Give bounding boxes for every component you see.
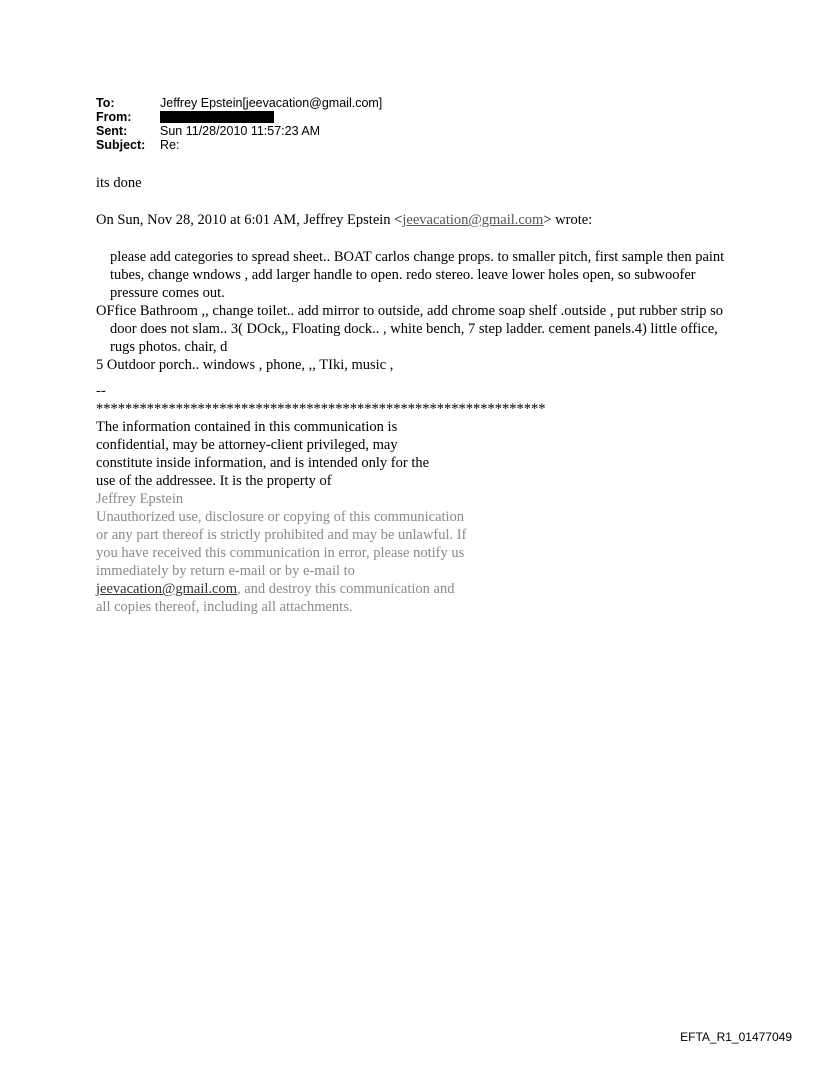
quote-email-link[interactable]: jeevacation@gmail.com [402, 212, 544, 228]
email-header [96, 96, 382, 152]
redaction-bar [160, 111, 274, 123]
document-id: EFTA_R1_01477049 [680, 1030, 792, 1044]
signature-name: Jeffrey Epstein [96, 491, 184, 507]
sent-label: Sent: [96, 124, 128, 138]
to-label: To: [96, 96, 115, 110]
to-row [96, 96, 382, 110]
body-paragraph-3: 5 Outdoor porch.. windows , phone, ,, TIki, music , [96, 357, 394, 373]
from-row [96, 110, 382, 124]
signature-stars: ************************************************************** [96, 401, 546, 417]
sent-row [96, 124, 382, 138]
subject-row [96, 138, 382, 152]
from-label: From: [96, 110, 132, 124]
signature-dashes: -- [96, 383, 106, 399]
quoted-body [96, 248, 736, 374]
disclaimer-text-1: Unauthorized use, disclosure or copying of this communication or any part thereof is strictly prohibited and may be unlawful. If you have received this communication in error, please notify us immediately by return e-mail or by e-mail to [96, 509, 467, 579]
disclaimer-text-2: , and destroy this communication and all copies thereof, including all attachments. [96, 581, 455, 615]
body-paragraph-2: OFfice Bathroom ,, change toilet.. add mirror to outside, add chrome soap shelf .outside , put rubber strip so door does not slam.. 3( DOck,, Floating dock.. , white bench, 7 step ladder. cement panels.4) little office, rugs photos. chair, d [96, 303, 723, 355]
to-value: Jeffrey Epstein[jeevacation@gmail.com] [160, 96, 383, 110]
confidentiality-notice: The information contained in this communication is confidential, may be attorney-client privileged, may constitute inside information, and is intended only for the use of the addressee. It is the property of [96, 419, 430, 489]
quote-intro [96, 211, 592, 229]
disclaimer-text [96, 508, 471, 616]
reply-text: its done [96, 175, 142, 191]
subject-value: Re: [160, 138, 180, 152]
signature-block [96, 382, 696, 616]
subject-label: Subject: [96, 138, 146, 152]
body-paragraph-1: please add categories to spread sheet.. BOAT carlos change props. to smaller pitch, first sample then paint tubes, change wndows , add larger handle to open. redo stereo. leave lower holes open, so subwoofer pressure comes out. [110, 249, 725, 301]
sent-value: Sun 11/28/2010 11:57:23 AM [160, 124, 321, 138]
quote-intro-prefix: On Sun, Nov 28, 2010 at 6:01 AM, Jeffrey Epstein < [96, 212, 403, 228]
disclaimer-email-link[interactable]: jeevacation@gmail.com [96, 581, 237, 597]
quote-intro-suffix: > wrote: [543, 212, 593, 228]
